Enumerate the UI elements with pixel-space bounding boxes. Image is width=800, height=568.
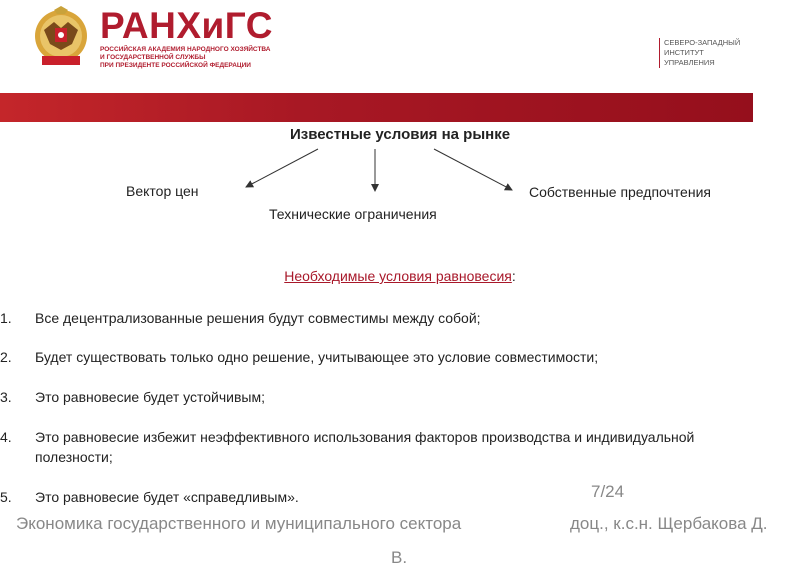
logo-subtitle-line: ПРИ ПРЕЗИДЕНТЕ РОССИЙСКОЙ ФЕДЕРАЦИИ: [100, 62, 251, 69]
list-item-number: 5.: [0, 489, 12, 505]
arrow-right: [434, 149, 512, 190]
list-item: [0, 308, 780, 328]
list-item: [0, 487, 780, 507]
footer-course-title: Экономика государственного и муниципального сектора: [16, 514, 462, 533]
list-item: [0, 347, 780, 367]
list-item-number: 1.: [0, 310, 12, 326]
logo-title: РАНХиГС: [100, 5, 273, 46]
label-own-preferences: Собственные предпочтения: [529, 184, 711, 200]
list-item-text: Будет существовать только одно решение, учитывающее это условие совместимости;: [35, 349, 599, 365]
page-number: 7/24: [591, 482, 625, 501]
institute-line: ИНСТИТУТ: [664, 48, 704, 57]
list-item: [0, 387, 780, 407]
footer-author: доц., к.с.н. Щербакова Д.: [570, 514, 768, 533]
institute-line: УПРАВЛЕНИЯ: [664, 58, 715, 67]
footer-author-continuation: В.: [391, 548, 408, 567]
institute-line: СЕВЕРО-ЗАПАДНЫЙ: [664, 38, 741, 47]
label-price-vector: Вектор цен: [126, 183, 199, 199]
list-item-number: 3.: [0, 389, 12, 405]
arrow-left: [246, 149, 318, 187]
logo-subtitle-line: И ГОСУДАРСТВЕННОЙ СЛУЖБЫ: [100, 54, 206, 61]
diagram-heading: Известные условия на рынке: [289, 126, 511, 143]
list-item-text: Все децентрализованные решения будут совместимы между собой;: [35, 310, 481, 326]
list-item-number: 2.: [0, 349, 12, 365]
conditions-title-text: Необходимые условия равновесия: [284, 268, 512, 284]
list-item-text: Это равновесие будет «справедливым».: [35, 489, 299, 505]
label-technical-constraints: Технические ограничения: [269, 206, 437, 222]
list-item: [0, 427, 780, 467]
conditions-title: [0, 268, 800, 284]
logo-subtitle-line: РОССИЙСКАЯ АКАДЕМИЯ НАРОДНОГО ХОЗЯЙСТВА: [100, 46, 271, 53]
conditions-title-colon: :: [511, 268, 516, 284]
list-item-number: 4.: [0, 429, 12, 445]
list-item-text: Это равновесие избежит неэффективного использования факторов производства и индивидуальной полезности;: [35, 429, 695, 465]
list-item-text: Это равновесие будет устойчивым;: [35, 389, 265, 405]
